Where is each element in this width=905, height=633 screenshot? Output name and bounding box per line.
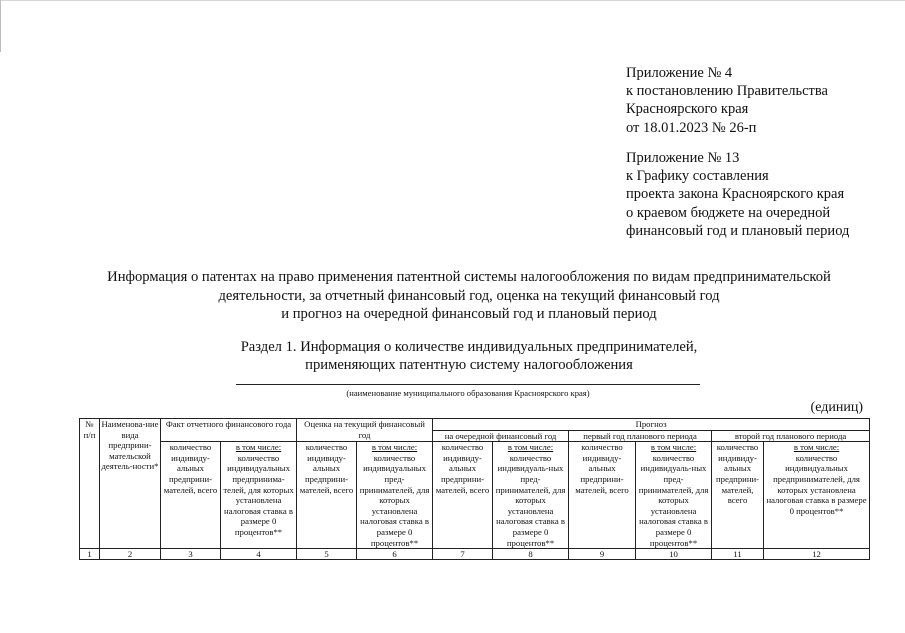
header-activity: Наименова-ние вида предприни-мательской деятель-ности*: [100, 419, 161, 549]
appendix-13-line: о краевом бюджете на очередной: [626, 204, 831, 221]
appendix-4-line: от 18.01.2023 № 26-п: [626, 119, 757, 136]
col6-header: [357, 442, 433, 549]
document-title-line: и прогноз на очередной финансовый год и плановый период: [281, 306, 657, 323]
appendix-13-line: финансовый год и плановый период: [626, 222, 850, 239]
appendix-13-line: Приложение № 13: [626, 150, 740, 166]
col4-subtitle: в том числе:: [235, 442, 282, 453]
header-forecast: Прогноз: [433, 419, 870, 431]
col10-header: [636, 442, 712, 549]
header-fact: Факт отчетного финансового года: [161, 419, 297, 442]
col9-header: количество индивиду-альных предприни-мателей, всего: [569, 442, 636, 549]
col12-text: количество индивидуальных предпринимателей, для которых установлена налоговая ставка в размере 0 процентов**: [766, 452, 867, 516]
appendix-4-line: Приложение № 4: [626, 65, 733, 81]
appendix-4-block: [626, 64, 828, 137]
document-title: [60, 268, 878, 324]
col8-subtitle: в том числе:: [507, 442, 554, 453]
header-estimate: Оценка на текущий финансовый год: [297, 419, 433, 442]
column-number: 2: [100, 549, 161, 560]
document-title-line: Информация о патентах на право применения патентной системы налогообложения по видам предпринимательской: [107, 269, 831, 285]
column-number: 6: [357, 549, 433, 560]
column-number: 1: [80, 549, 100, 560]
col5-header: количество индивиду-альных предприни-мателей, всего: [297, 442, 357, 549]
header-plan-year-1: первый год планового периода: [569, 430, 712, 442]
column-number: 11: [712, 549, 764, 560]
col8-text: количество индивидуаль-ных пред-принимателей, для которых установлена налоговая ставка в размере 0 процентов**: [495, 452, 566, 548]
col10-text: количество индивидуаль-ных пред-принимателей, для которых установлена налоговая ставка в размере 0 процентов**: [638, 452, 709, 548]
municipality-fill-line: [236, 384, 700, 385]
column-number: 3: [161, 549, 221, 560]
header-next-year: на очередной финансовый год: [433, 430, 569, 442]
col3-header: количество индивиду-альных предприни-мателей, всего: [161, 442, 221, 549]
appendix-4-line: к постановлению Правительства: [626, 83, 828, 100]
col7-header: количество индивиду-альных предприни-мателей, всего: [433, 442, 493, 549]
column-number: 9: [569, 549, 636, 560]
section-title-line: Раздел 1. Информация о количестве индивидуальных предпринимателей,: [240, 339, 698, 355]
column-number: 7: [433, 549, 493, 560]
col6-text: количество индивидуальных пред-принимателей, для которых установлена налоговая ставка в размере 0 процентов**: [359, 452, 430, 548]
column-number-row: [80, 549, 870, 560]
column-number: 8: [493, 549, 569, 560]
patent-table: [79, 418, 870, 560]
appendix-4-line: Красноярского края: [626, 101, 749, 118]
header-plan-year-2: второй год планового периода: [712, 430, 870, 442]
units-label: (единиц): [810, 400, 863, 415]
appendix-13-line: к Графику составления: [626, 168, 769, 185]
col12-header: [764, 442, 870, 549]
scan-left-edge: [0, 0, 1, 52]
column-number: 10: [636, 549, 712, 560]
header-row-1: [80, 419, 870, 431]
section-title-line: применяющих патентную систему налогообложения: [305, 357, 633, 373]
scan-top-edge: [0, 0, 905, 1]
header-num: № п/п: [80, 419, 100, 549]
appendix-13-block: [626, 149, 849, 240]
col12-subtitle: в том числе:: [793, 442, 840, 453]
section-title: [160, 338, 778, 374]
col4-header: [221, 442, 297, 549]
col8-header: [493, 442, 569, 549]
column-number: 4: [221, 549, 297, 560]
col4-text: количество индивидуальных предпринима-телей, для которых установлена налоговая ставка в размере 0 процентов**: [223, 452, 294, 537]
column-number: 12: [764, 549, 870, 560]
col11-header: количество индивиду-альных предприни-мателей, всего: [712, 442, 764, 549]
col10-subtitle: в том числе:: [650, 442, 697, 453]
header-row-3: [80, 442, 870, 549]
document-title-line: деятельности, за отчетный финансовый год, оценка на текущий финансовый год: [218, 287, 720, 304]
municipality-caption: (наименование муниципального образования Красноярского края): [346, 388, 590, 398]
column-number: 5: [297, 549, 357, 560]
appendix-13-line: проекта закона Красноярского края: [626, 186, 845, 203]
col6-subtitle: в том числе:: [371, 442, 418, 453]
